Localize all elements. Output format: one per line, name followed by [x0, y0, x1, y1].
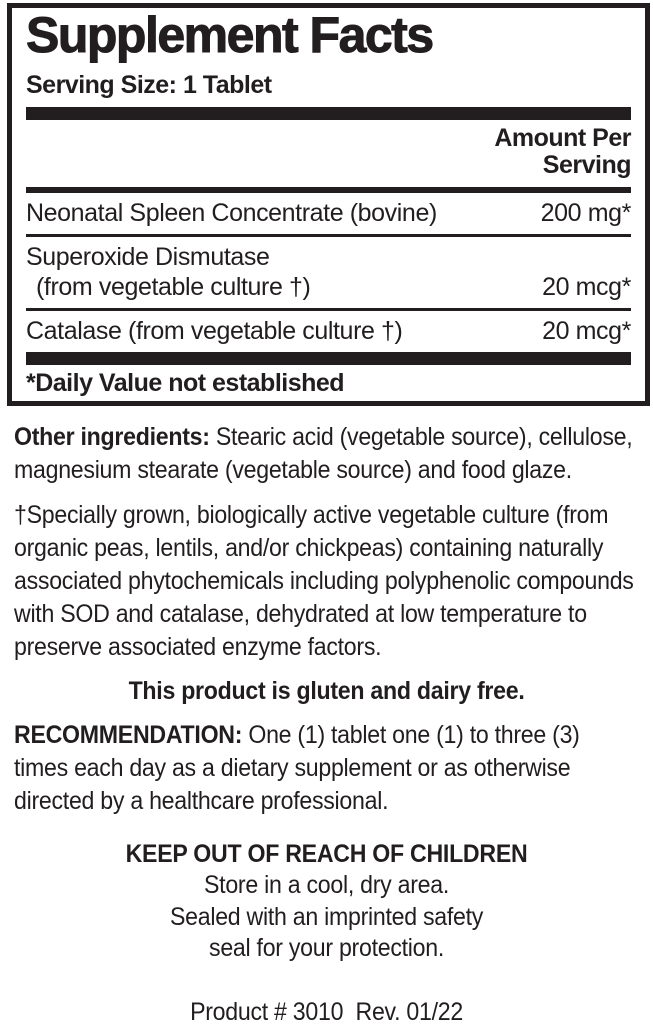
- ingredient-name-line1: Catalase (from vegetable culture †): [26, 317, 403, 345]
- vegetable-culture-note: †Specially grown, biologically active vegetable culture (from organic peas, lentils, and/or chickpeas) containing naturally associated phytochemicals including polyphenolic compounds with SOD and catalase, dehydrated at low temperature to preserve associated enzyme factors.: [14, 501, 634, 661]
- ingredient-amount: 20 mcg*: [542, 317, 631, 345]
- table-row: [26, 193, 631, 234]
- divider-thick-bottom: [26, 352, 631, 365]
- serving-size: Serving Size: 1 Tablet: [26, 71, 272, 99]
- amount-per-serving-header: [26, 125, 631, 179]
- ingredient-name: [26, 316, 402, 346]
- seal-line2: seal for your protection.: [209, 934, 445, 962]
- label-body: [14, 421, 653, 1024]
- other-ingredients-paragraph: [14, 421, 639, 487]
- storage-line: Store in a cool, dry area.: [204, 871, 450, 899]
- ingredient-name-line2: (from vegetable culture †): [36, 273, 311, 301]
- amount-header-line1: Amount Per: [494, 124, 631, 152]
- other-ingredients-label: Other ingredients:: [14, 423, 210, 451]
- other-ingredients-text: Stearic acid (vegetable source), cellulose, magnesium stearate (vegetable source) and food glaze.: [14, 423, 633, 484]
- recommendation-text: One (1) tablet one (1) to three (3) times each day as a dietary supplement or as otherwise directed by a healthcare professional.: [14, 721, 580, 815]
- keep-out-of-reach-warning: KEEP OUT OF REACH OF CHILDREN: [125, 840, 528, 868]
- recommendation-paragraph: [14, 719, 639, 818]
- table-row: [26, 234, 631, 308]
- ingredient-name: [26, 198, 437, 228]
- product-number-revision: Product # 3010 Rev. 01/22: [190, 997, 463, 1024]
- ingredient-amount: 20 mcg*: [542, 273, 631, 301]
- amount-header-line2: Serving: [542, 151, 631, 179]
- supplement-facts-panel: [7, 3, 650, 406]
- ingredient-name-line1: Superoxide Dismutase: [26, 243, 270, 271]
- storage-instructions: [14, 870, 639, 965]
- gluten-dairy-free-statement: This product is gluten and dairy free.: [128, 677, 525, 705]
- ingredient-amount: 200 mg*: [540, 199, 631, 227]
- ingredient-name-line1: Neonatal Spleen Concentrate (bovine): [26, 199, 437, 227]
- recommendation-label: RECOMMENDATION:: [14, 721, 243, 749]
- panel-title: Supplement Facts: [26, 7, 433, 63]
- daily-value-footnote: *Daily Value not established: [26, 369, 345, 397]
- divider-thick-top: [26, 107, 631, 120]
- table-row: [26, 308, 631, 352]
- ingredient-name: [26, 242, 310, 302]
- seal-line1: Sealed with an imprinted safety: [169, 902, 484, 931]
